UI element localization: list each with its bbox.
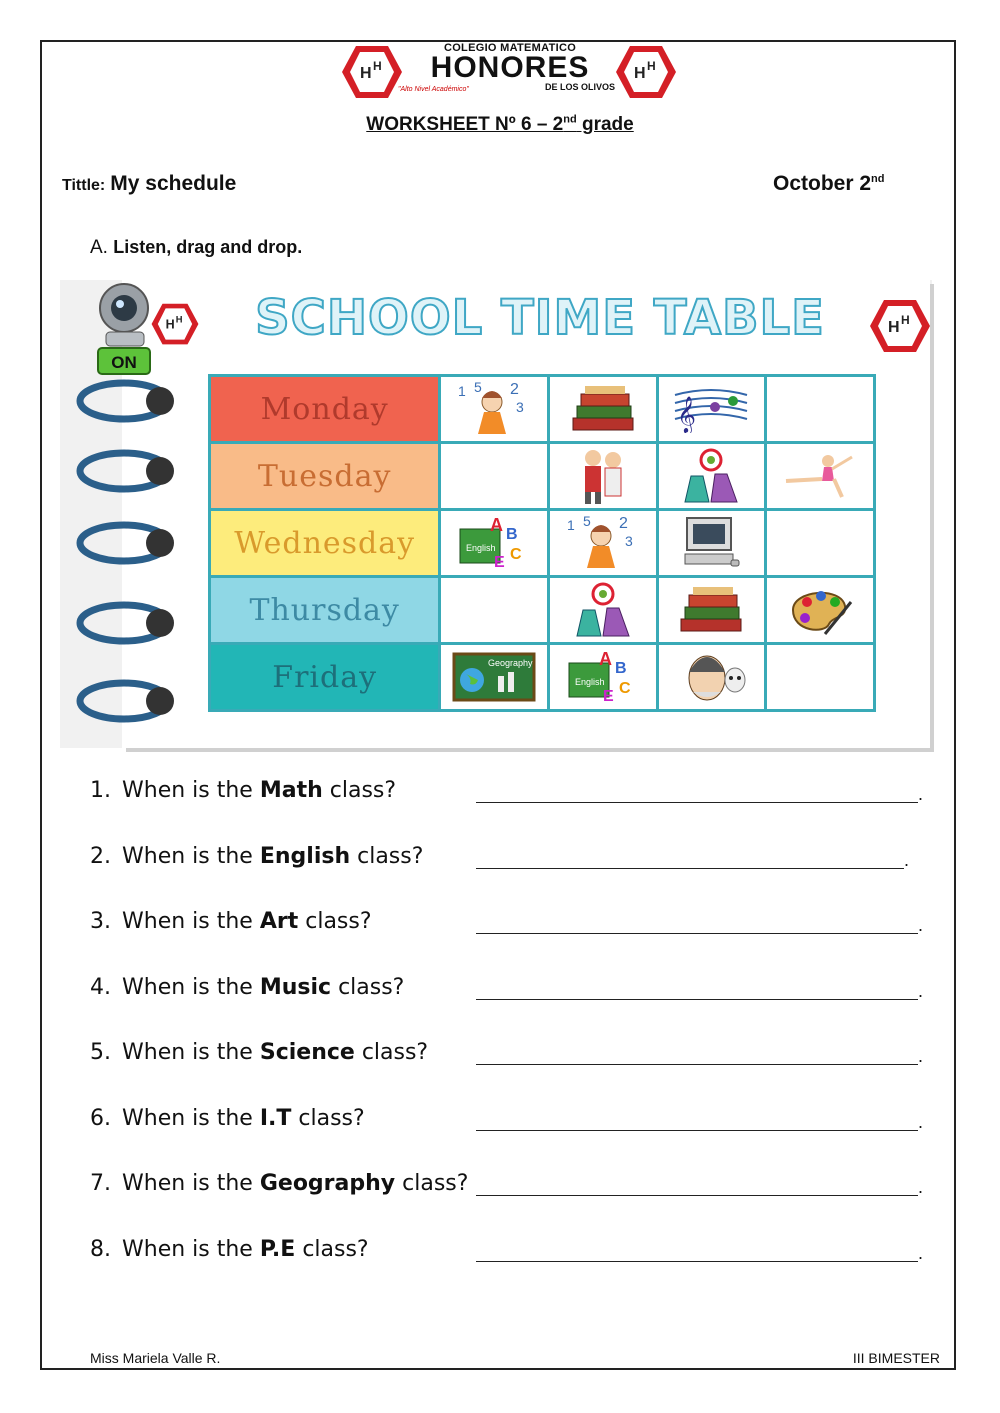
svg-text:E: E <box>494 554 505 571</box>
question-text: When is the <box>122 1171 260 1196</box>
english-icon[interactable] <box>441 515 547 571</box>
question-tail: class? <box>322 778 397 803</box>
subject-cell <box>440 376 549 443</box>
empty-cell <box>766 510 875 577</box>
subject-cell <box>549 443 658 510</box>
question-subject: Geography <box>259 1171 396 1196</box>
question-subject: Music <box>259 975 332 1000</box>
question-subject: Art <box>259 909 299 934</box>
question-text: When is the <box>122 975 260 1000</box>
line-end-period: . <box>904 850 910 870</box>
question-number: 7. <box>90 1171 111 1196</box>
hh-badge-icon <box>340 44 404 100</box>
svg-text:3: 3 <box>516 399 524 415</box>
date: October 2nd <box>773 172 885 195</box>
question-tail: class? <box>354 1040 429 1065</box>
subject-cell <box>549 376 658 443</box>
question-subject: Science <box>259 1040 355 1065</box>
question-tail: class? <box>291 1106 365 1131</box>
logo-motto: "Alto Nivel Académico" <box>398 86 469 93</box>
logo-top-text: COLEGIO MATEMATICO <box>443 42 577 54</box>
school-logo <box>340 42 678 98</box>
svg-text:5: 5 <box>474 380 482 395</box>
question-1 <box>90 778 396 803</box>
svg-text:H: H <box>175 314 183 325</box>
timetable-row-thursday <box>210 577 875 644</box>
hh-badge-icon <box>150 302 200 346</box>
day-label: Thursday <box>210 577 440 644</box>
svg-text:Geography: Geography <box>488 658 533 668</box>
question-number: 3. <box>90 909 111 934</box>
day-label: Monday <box>210 376 440 443</box>
subject-cell <box>440 644 549 711</box>
question-tail: class? <box>298 909 372 934</box>
line-end-period: . <box>918 981 924 1001</box>
question-number: 1. <box>90 778 111 803</box>
svg-text:1: 1 <box>566 517 575 533</box>
svg-text:2: 2 <box>510 381 520 398</box>
svg-text:E: E <box>602 688 614 705</box>
day-label: Tuesday <box>210 443 440 510</box>
books-icon[interactable] <box>659 585 765 635</box>
svg-text:H: H <box>901 313 910 327</box>
question-number: 6. <box>90 1106 111 1131</box>
question-subject: I.T <box>259 1106 292 1131</box>
svg-text:H: H <box>373 59 382 73</box>
question-4 <box>90 975 404 1000</box>
answer-line[interactable] <box>476 1130 918 1131</box>
answer-line[interactable] <box>476 802 918 803</box>
answer-line[interactable] <box>476 999 918 1000</box>
question-number: 2. <box>90 844 111 869</box>
question-3 <box>90 909 372 934</box>
geography-icon[interactable] <box>441 652 547 702</box>
footer-teacher: Miss Mariela Valle R. <box>90 1350 221 1366</box>
svg-text:2: 2 <box>618 515 628 532</box>
question-tail: class? <box>395 1171 469 1196</box>
question-6 <box>90 1106 365 1131</box>
question-number: 8. <box>90 1237 111 1262</box>
math-icon[interactable] <box>441 380 547 438</box>
tittle-label: Tittle: <box>62 177 106 194</box>
question-text: When is the <box>122 844 260 869</box>
computer-icon[interactable] <box>659 516 765 570</box>
empty-cell <box>440 443 549 510</box>
subject-cell <box>657 644 766 711</box>
instruction: A. Listen, drag and drop. <box>90 237 303 258</box>
line-end-period: . <box>918 915 924 935</box>
timetable-row-monday <box>210 376 875 443</box>
binder-ring-icon <box>74 448 184 494</box>
question-tail: class? <box>350 844 424 869</box>
gymnastics-icon[interactable] <box>767 451 873 501</box>
question-5 <box>90 1040 428 1065</box>
question-number: 4. <box>90 975 111 1000</box>
svg-text:H: H <box>165 317 175 332</box>
svg-text:C: C <box>510 546 522 563</box>
footer-term: III BIMESTER <box>852 1350 940 1366</box>
svg-text:C: C <box>618 680 631 697</box>
question-subject: Math <box>259 778 323 803</box>
english-icon[interactable] <box>550 649 656 705</box>
svg-text:B: B <box>506 526 518 543</box>
literature-icon[interactable] <box>659 648 765 706</box>
question-text: When is the <box>122 1040 260 1065</box>
line-end-period: . <box>918 1243 924 1263</box>
subject-cell <box>657 577 766 644</box>
timetable-row-wednesday <box>210 510 875 577</box>
hh-badge-icon <box>614 44 678 100</box>
svg-text:H: H <box>647 59 656 73</box>
question-text: When is the <box>122 909 260 934</box>
worksheet-title: WORKSHEET Nº 6 – 2nd grade <box>366 114 634 136</box>
day-label: Wednesday <box>210 510 440 577</box>
subject-cell <box>549 644 658 711</box>
answer-line[interactable] <box>476 868 904 869</box>
question-text: When is the <box>122 1106 260 1131</box>
hh-badge-icon <box>868 298 932 354</box>
question-text: When is the <box>122 1237 260 1262</box>
svg-text:English: English <box>466 543 496 553</box>
subject-cell <box>657 443 766 510</box>
subject-cell <box>440 510 549 577</box>
art-palette-icon[interactable] <box>767 582 873 638</box>
question-subject: P.E <box>259 1237 296 1262</box>
svg-text:B: B <box>614 660 627 677</box>
subject-cell <box>549 510 658 577</box>
history-icon[interactable] <box>550 446 656 506</box>
svg-text:English: English <box>574 677 605 687</box>
binder-ring-icon <box>74 520 184 566</box>
line-end-period: . <box>918 1046 924 1066</box>
answer-line[interactable] <box>476 1261 918 1262</box>
binder-ring-icon <box>74 678 184 724</box>
subject-cell <box>766 443 875 510</box>
timetable-row-tuesday <box>210 443 875 510</box>
binder-ring-icon <box>74 600 184 646</box>
question-8 <box>90 1237 369 1262</box>
empty-cell <box>766 376 875 443</box>
svg-text:3: 3 <box>624 533 633 549</box>
svg-text:H: H <box>634 65 646 82</box>
timetable-title: SCHOOL TIME TABLE <box>255 290 825 346</box>
question-tail: class? <box>331 975 405 1000</box>
books-icon[interactable] <box>550 384 656 434</box>
binder-ring-icon <box>74 378 184 424</box>
subject-cell <box>657 510 766 577</box>
math-icon[interactable] <box>550 514 656 572</box>
tittle-row <box>62 172 236 196</box>
timetable-grid <box>208 374 876 712</box>
empty-cell <box>766 644 875 711</box>
svg-text:ON: ON <box>111 353 137 372</box>
svg-text:𝄞: 𝄞 <box>677 395 697 433</box>
school-timetable <box>60 280 932 748</box>
logo-sub-text: DE LOS OLIVOS <box>544 82 615 92</box>
line-end-period: . <box>918 1177 924 1197</box>
svg-text:A: A <box>598 649 612 669</box>
line-end-period: . <box>918 784 924 804</box>
science-icon[interactable] <box>659 446 765 506</box>
timetable-row-friday <box>210 644 875 711</box>
answer-line[interactable] <box>476 933 918 934</box>
day-label: Friday <box>210 644 440 711</box>
subject-cell <box>766 577 875 644</box>
question-text: When is the <box>122 778 260 803</box>
svg-text:A: A <box>490 515 504 535</box>
question-number: 5. <box>90 1040 111 1065</box>
empty-cell <box>440 577 549 644</box>
answer-line[interactable] <box>476 1195 918 1196</box>
subject-cell <box>549 577 658 644</box>
question-2 <box>90 844 423 869</box>
question-tail: class? <box>295 1237 369 1262</box>
subject-cell <box>657 376 766 443</box>
svg-text:H: H <box>888 319 900 336</box>
logo-main-text: HONORES <box>430 51 590 84</box>
svg-text:5: 5 <box>582 514 591 529</box>
science-icon[interactable] <box>550 580 656 640</box>
line-end-period: . <box>918 1112 924 1132</box>
tittle-value: My schedule <box>110 172 237 195</box>
question-7 <box>90 1171 468 1196</box>
answer-line[interactable] <box>476 1064 918 1065</box>
question-subject: English <box>259 844 351 869</box>
music-icon[interactable] <box>659 385 765 433</box>
svg-text:1: 1 <box>458 383 466 399</box>
svg-text:H: H <box>360 65 372 82</box>
